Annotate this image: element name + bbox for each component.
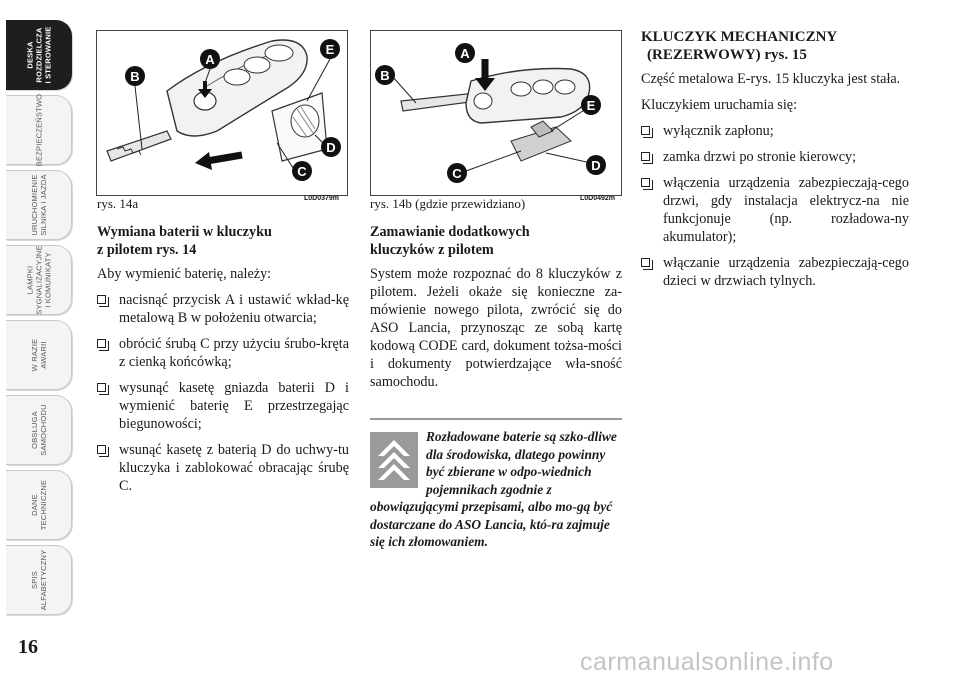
intro-text: Aby wymienić baterię, należy: xyxy=(97,266,272,282)
tab-label: URUCHOMIENIE SILNIKA I JAZDA xyxy=(29,174,48,236)
svg-text:B: B xyxy=(130,69,140,84)
list-item: włączenia urządzenia zabezpieczają-cego drzwi, gdy instalacja elektrycz-na nie funkcjonuje (np. rozładowa-ny akumulator); xyxy=(641,174,909,246)
section-tabs xyxy=(0,0,74,677)
figure-14a-caption: rys. 14a xyxy=(97,196,139,211)
checkbox-bullet-icon xyxy=(97,445,106,454)
tab-label: DESKA ROZDZIELCZA I STEROWANIE xyxy=(25,26,52,84)
checkbox-bullet-icon xyxy=(641,178,650,187)
figure-14b-caption: rys. 14b (gdzie przewidziano) xyxy=(370,196,526,211)
svg-text:B: B xyxy=(380,68,390,83)
list-item: wsunąć kasetę z baterią D do uchwy-tu kluczyka i zablokować obracając śrubę C. xyxy=(97,441,349,495)
battery-replacement-section xyxy=(97,223,349,503)
tab-dane-techniczne[interactable] xyxy=(6,470,72,540)
figure-14a-code: L0D0379m xyxy=(304,195,340,202)
uses-list xyxy=(641,122,909,290)
tab-obsluga[interactable] xyxy=(6,395,72,465)
watermark: carmanualsonline.info xyxy=(580,648,834,676)
tab-label: W RAZIE AWARII xyxy=(29,338,48,372)
tab-label: BEZPIECZEŃSTWO xyxy=(34,93,43,167)
figure-14b xyxy=(370,30,622,196)
list-item: wysunąć kasetę gniazda baterii D i wymienić baterię E przestrzegając biegunowości; xyxy=(97,379,349,433)
page-number: 16 xyxy=(18,636,38,658)
svg-text:C: C xyxy=(297,164,307,179)
section-heading: Zamawianie dodatkowych kluczyków z pilotem xyxy=(370,224,530,258)
paragraph: System może rozpoznać do 8 kluczyków z pilotem. Jeżeli okaże się konieczne za-mówienie nowego pilota, zwrócić się do ASO Lancia, przynosząc ze sobą kartę kodową CODE card, dokument tożsa-mości i dokumenty potwierdzające wła-sność samochodu. xyxy=(370,266,622,390)
additional-keys-section xyxy=(370,223,622,399)
paragraph: Część metalowa E-rys. 15 kluczyka jest stała. xyxy=(641,71,901,87)
list-item: nacisnąć przycisk A i ustawić wkład-kę metalową B w położeniu otwarcia; xyxy=(97,291,349,327)
key-battery-illustration xyxy=(97,31,347,195)
tab-uruchomienie[interactable] xyxy=(6,170,72,240)
tab-bezpieczenstwo[interactable] xyxy=(6,95,72,165)
svg-text:E: E xyxy=(586,98,596,113)
steps-list xyxy=(97,291,349,495)
paragraph: Kluczykiem uruchamia się: xyxy=(641,97,798,113)
checkbox-bullet-icon xyxy=(97,295,106,304)
list-item: zamka drzwi po stronie kierowcy; xyxy=(641,148,909,166)
checkbox-bullet-icon xyxy=(641,152,650,161)
warning-text: Rozładowane baterie są szko-dliwe dla środowiska, dlatego powinny być zbierane w odpo-wiednich pojemnikach zgodnie z obowiązującymi przepisami, albo mo-gą być dostarczane do ASO Lancia, któ-ra zajmuje się ich złomowaniem. xyxy=(370,429,617,549)
checkbox-bullet-icon xyxy=(97,339,106,348)
svg-text:C: C xyxy=(452,166,462,181)
svg-text:A: A xyxy=(205,52,215,67)
checkbox-bullet-icon xyxy=(641,258,650,267)
section-heading: Wymiana baterii w kluczyku z pilotem rys. 14 xyxy=(97,224,272,258)
figure-14a xyxy=(96,30,348,196)
tab-awarii[interactable] xyxy=(6,320,72,390)
tab-deska-rozdzielcza[interactable] xyxy=(6,20,72,90)
mechanical-key-section xyxy=(641,28,909,298)
svg-text:A: A xyxy=(460,46,470,61)
tab-label: SPIS ALFABETYCZNY xyxy=(29,549,48,611)
tab-label: OBSŁUGA SAMOCHODU xyxy=(29,404,48,456)
recycle-chevron-icon xyxy=(370,432,418,488)
list-item: obrócić śrubą C przy użyciu śrubo-kręta z cienką końcówką; xyxy=(97,335,349,371)
svg-text:E: E xyxy=(325,42,335,57)
key-battery-alt-illustration xyxy=(371,31,621,195)
checkbox-bullet-icon xyxy=(641,126,650,135)
svg-text:D: D xyxy=(326,140,336,155)
section-title: KLUCZYK MECHANICZNY (REZERWOWY) rys. 15 xyxy=(641,29,838,63)
checkbox-bullet-icon xyxy=(97,383,106,392)
list-item: wyłącznik zapłonu; xyxy=(641,122,909,140)
figure-14b-code: L0D0492m xyxy=(580,195,616,202)
list-item: włączanie urządzenia zabezpieczają-cego dzieci w drzwiach tylnych. xyxy=(641,254,909,290)
tab-label: LAMPKI SYGNALIZACYJNE I KOMUNIKATY xyxy=(25,245,52,315)
tab-spis[interactable] xyxy=(6,545,72,615)
svg-text:D: D xyxy=(591,158,601,173)
tab-lampki[interactable] xyxy=(6,245,72,315)
environment-warning xyxy=(370,418,622,551)
divider xyxy=(370,418,622,420)
tab-label: DANE TECHNICZNE xyxy=(29,479,48,531)
